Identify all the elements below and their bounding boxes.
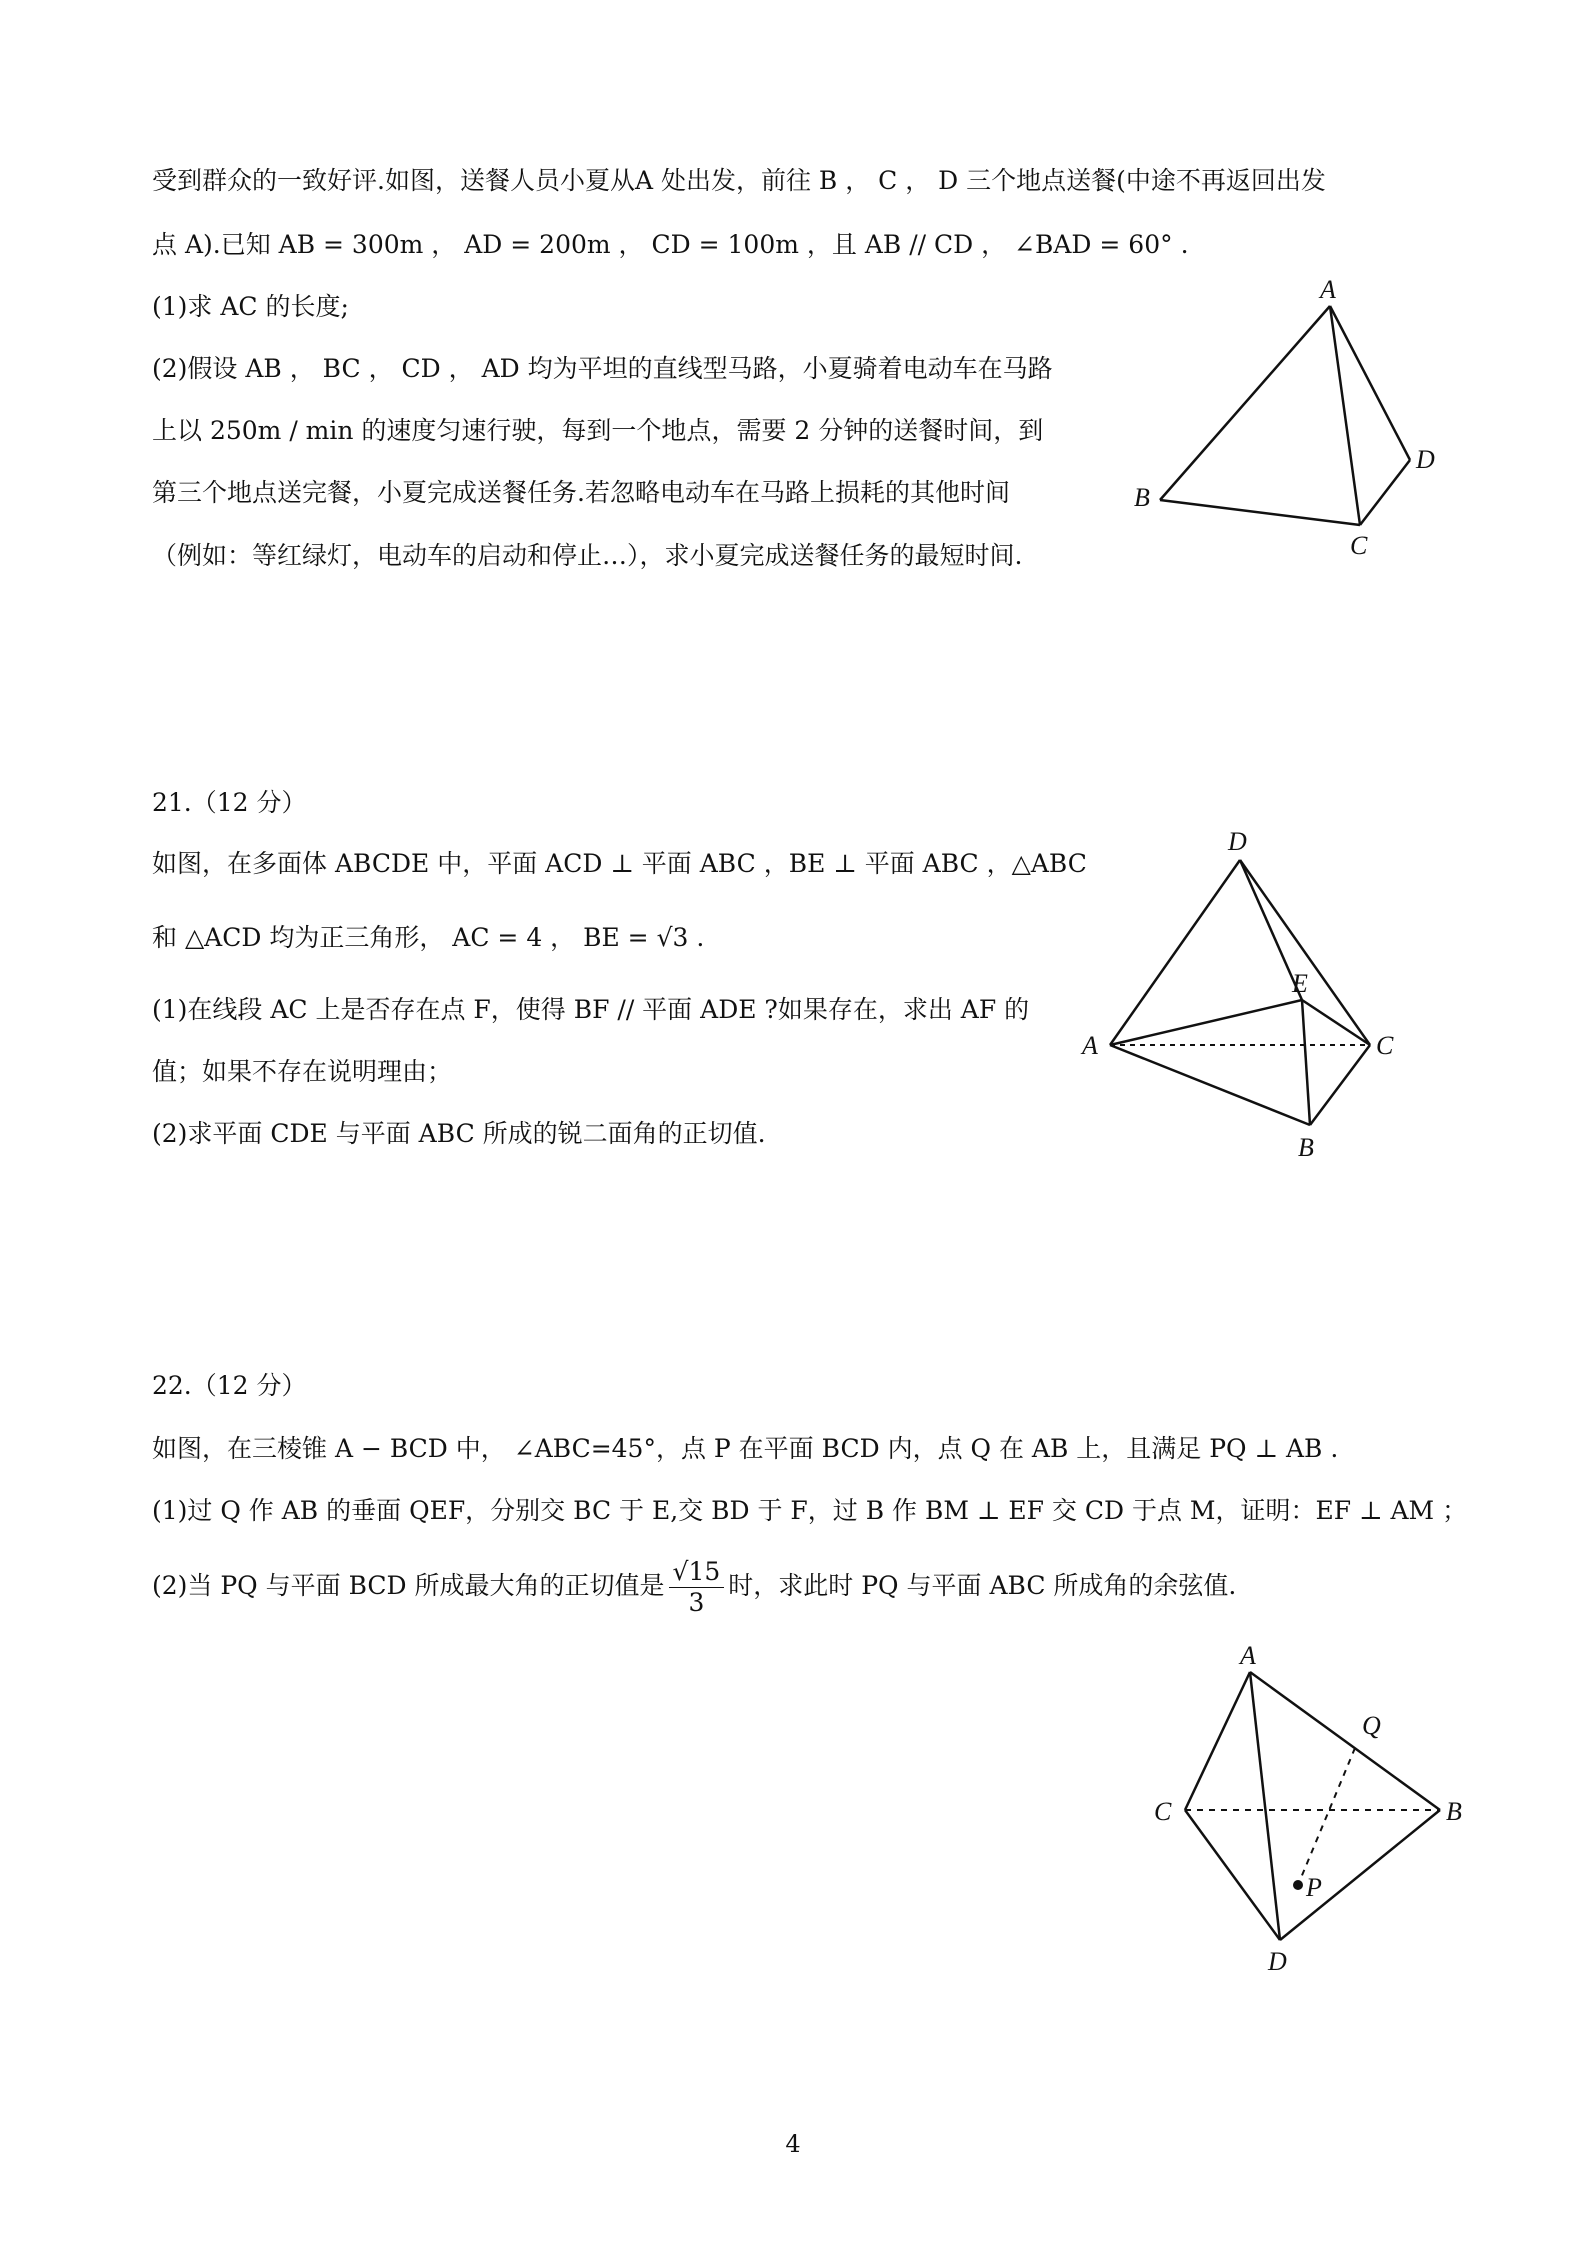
- problem22-line-1: 如图，在三棱锥 A − BCD 中， ∠ABC=45°，点 P 在平面 BCD 内，点 Q 在 AB 上，且满足 PQ ⊥ AB .: [152, 1434, 1339, 1463]
- problem22-fraction-numerator: √15: [669, 1557, 725, 1588]
- problem22-part2-before: (2)当 PQ 与平面 BCD 所成最大角的正切值是: [152, 1571, 665, 1600]
- problem20-line-2: 点 A).已知 AB = 300m ， AD = 200m ， CD = 100m ，且 AB // CD ， ∠BAD = 60° .: [152, 230, 1189, 259]
- problem20-part2-line-2: 上以 250m / min 的速度匀速行驶，每到一个地点，需要 2 分钟的送餐时间，到: [152, 416, 1044, 445]
- problem21-label-d: D: [1228, 827, 1247, 856]
- problem21-part2: (2)求平面 CDE 与平面 ABC 所成的锐二面角的正切值.: [152, 1119, 766, 1148]
- problem20-label-c: C: [1350, 531, 1368, 560]
- problem22-figure: [1140, 1640, 1490, 1990]
- problem20-label-a: A: [1320, 275, 1336, 304]
- problem22-part1: (1)过 Q 作 AB 的垂面 QEF，分别交 BC 于 E,交 BD 于 F，过 B 作 BM ⊥ EF 交 CD 于点 M，证明：EF ⊥ AM ；: [152, 1496, 1468, 1525]
- problem22-part2-after: 时，求此时 PQ 与平面 ABC 所成角的余弦值.: [728, 1571, 1237, 1600]
- problem21-line-2: 和 △ACD 均为正三角形， AC = 4 ， BE = √3 .: [152, 923, 705, 952]
- problem22-label-c: C: [1154, 1797, 1172, 1826]
- problem21-label-c: C: [1376, 1031, 1394, 1060]
- problem20-part1: (1)求 AC 的长度;: [152, 292, 349, 321]
- problem21-line-1: 如图，在多面体 ABCDE 中，平面 ACD ⊥ 平面 ABC ，BE ⊥ 平面 ABC ，△ABC: [152, 849, 1087, 878]
- page-number: 4: [785, 2130, 801, 2158]
- problem20-part2-line-4: （例如：等红绿灯，电动车的启动和停止…），求小夏完成送餐任务的最短时间.: [152, 541, 1023, 570]
- problem21-label-e: E: [1292, 969, 1308, 998]
- problem21-part1-line-1: (1)在线段 AC 上是否存在点 F，使得 BF // 平面 ADE ?如果存在，求出 AF 的: [152, 995, 1030, 1024]
- problem20-line-1: 受到群众的一致好评.如图，送餐人员小夏从A 处出发，前往 B ， C ， D 三个地点送餐(中途不再返回出发: [152, 166, 1326, 195]
- problem21-figure: [1070, 820, 1440, 1170]
- problem21-label-b: B: [1298, 1133, 1314, 1162]
- problem20-part2-line-1: (2)假设 AB ， BC ， CD ， AD 均为平坦的直线型马路，小夏骑着电动车在马路: [152, 354, 1053, 383]
- problem22-label-d: D: [1268, 1947, 1287, 1976]
- problem22-part2: [152, 1557, 1236, 1618]
- problem20-part2-line-3: 第三个地点送完餐，小夏完成送餐任务.若忽略电动车在马路上损耗的其他时间: [152, 478, 1010, 507]
- problem22-fraction-denominator: 3: [688, 1588, 705, 1617]
- problem22-fraction: [669, 1557, 725, 1618]
- problem22-heading: 22.（12 分）: [152, 1371, 307, 1400]
- problem22-label-p: P: [1306, 1873, 1322, 1902]
- problem20-label-b: B: [1134, 483, 1150, 512]
- problem22-label-a: A: [1240, 1641, 1256, 1670]
- problem21-heading: 21.（12 分）: [152, 788, 307, 817]
- problem22-label-q: Q: [1362, 1711, 1381, 1740]
- problem21-label-a: A: [1082, 1031, 1098, 1060]
- problem20-figure: [1120, 270, 1460, 560]
- problem20-label-d: D: [1416, 445, 1435, 474]
- problem22-label-b: B: [1446, 1797, 1462, 1826]
- problem21-part1-line-2: 值；如果不存在说明理由；: [152, 1057, 453, 1086]
